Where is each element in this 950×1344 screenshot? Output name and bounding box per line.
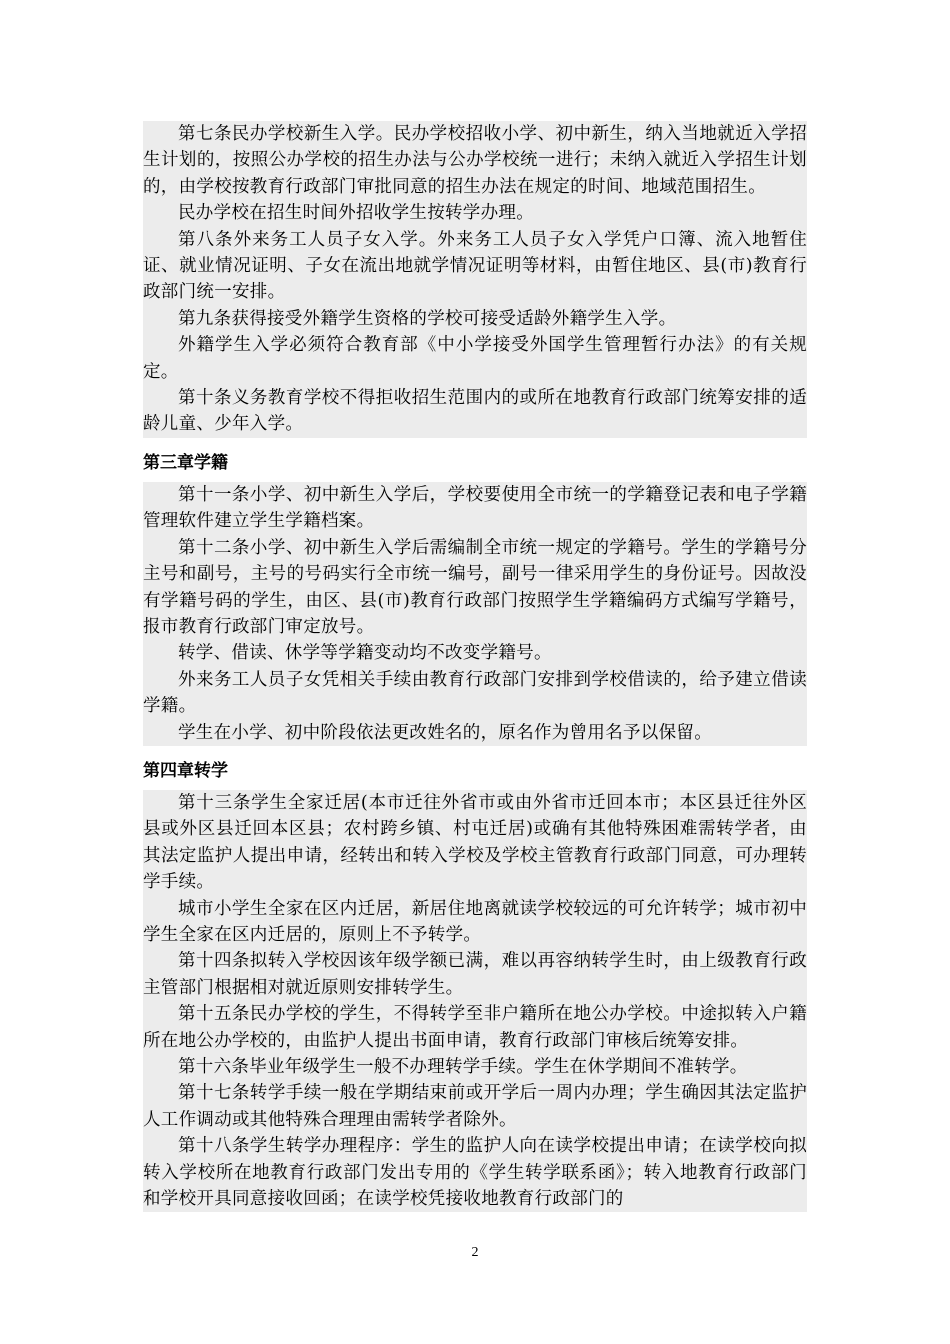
paragraph: 第九条获得接受外籍学生资格的学校可接受适龄外籍学生入学。 [178, 308, 677, 329]
paragraph: 第十一条小学、初中新生入学后，学校要使用全市统一的学籍登记表和电子学籍管理软件建立学生学籍档案。 [143, 484, 807, 532]
paragraph: 民办学校在招生时间外招收学生按转学办理。 [178, 203, 534, 224]
section-chapter-2-continued [143, 121, 807, 438]
chapter-heading: 第四章转学 [143, 758, 807, 784]
paragraph: 外籍学生入学必须符合教育部《中小学接受外国学生管理暂行办法》的有关规定。 [143, 335, 807, 382]
paragraph: 学生在小学、初中阶段依法更改姓名的，原名作为曾用名予以保留。 [178, 722, 712, 743]
document-body [143, 121, 807, 1212]
paragraph: 第十八条学生转学办理程序：学生的监护人向在读学校提出申请；在读学校向拟转入学校所在地教育行政部门发出专用的《学生转学联系函》；转入地教育行政部门和学校开具同意接收回函；在读学校凭接收地教育行政部门的 [143, 1136, 807, 1210]
page-number: 2 [471, 1245, 479, 1260]
paragraph: 第十条义务教育学校不得拒收招生范围内的或所在地教育行政部门统筹安排的适龄儿童、少年入学。 [143, 388, 807, 435]
chapter-heading: 第三章学籍 [143, 450, 807, 476]
paragraph: 第十七条转学手续一般在学期结束前或开学后一周内办理；学生确因其法定监护人工作调动或其他特殊合理理由需转学者除外。 [143, 1083, 807, 1130]
paragraph: 第八条外来务工人员子女入学。外来务工人员子女入学凭户口簿、流入地暂住证、就业情况证明、子女在流出地就学情况证明等材料，由暂住地区、县(市)教育行政部门统一安排。 [143, 229, 807, 303]
paragraph: 第十四条拟转入学校因该年级学额已满，难以再容纳转学生时，由上级教育行政主管部门根据相对就近原则安排转学生。 [143, 951, 807, 998]
section-chapter-4 [143, 790, 807, 1213]
paragraph: 第十五条民办学校的学生，不得转学至非户籍所在地公办学校。中途拟转入户籍所在地公办学校的，由监护人提出书面申请，教育行政部门审核后统筹安排。 [143, 1004, 807, 1051]
paragraph: 第十二条小学、初中新生入学后需编制全市统一规定的学籍号。学生的学籍号分主号和副号，主号的号码实行全市统一编号，副号一律采用学生的身份证号。因故没有学籍号码的学生，由区、县(市)教育行政部门按照学生学籍编码方式编写学籍号，报市教育行政部门审定放号。 [143, 537, 807, 637]
paragraph: 外来务工人员子女凭相关手续由教育行政部门安排到学校借读的，给予建立借读学籍。 [143, 669, 807, 717]
paragraph: 第十三条学生全家迁居(本市迁往外省市或由外省市迁回本市；本区县迁往外区县或外区县迁回本区县；农村跨乡镇、村屯迁居)或确有其他特殊困难需转学者，由其法定监护人提出申请，经转出和转入学校及学校主管教育行政部门同意，可办理转学手续。 [143, 792, 807, 893]
paragraph: 城市小学生全家在区内迁居，新居住地离就读学校较远的可允许转学；城市初中学生全家在区内迁居的，原则上不予转学。 [143, 898, 807, 945]
section-chapter-3 [143, 482, 807, 746]
paragraph: 第七条民办学校新生入学。民办学校招收小学、初中新生，纳入当地就近入学招生计划的，按照公办学校的招生办法与公办学校统一进行；未纳入就近入学招生计划的，由学校按教育行政部门审批同意的招生办法在规定的时间、地域范围招生。 [143, 124, 807, 197]
paragraph: 转学、借读、休学等学籍变动均不改变学籍号。 [178, 643, 552, 664]
paragraph: 第十六条毕业年级学生一般不办理转学手续。学生在休学期间不准转学。 [178, 1057, 748, 1077]
